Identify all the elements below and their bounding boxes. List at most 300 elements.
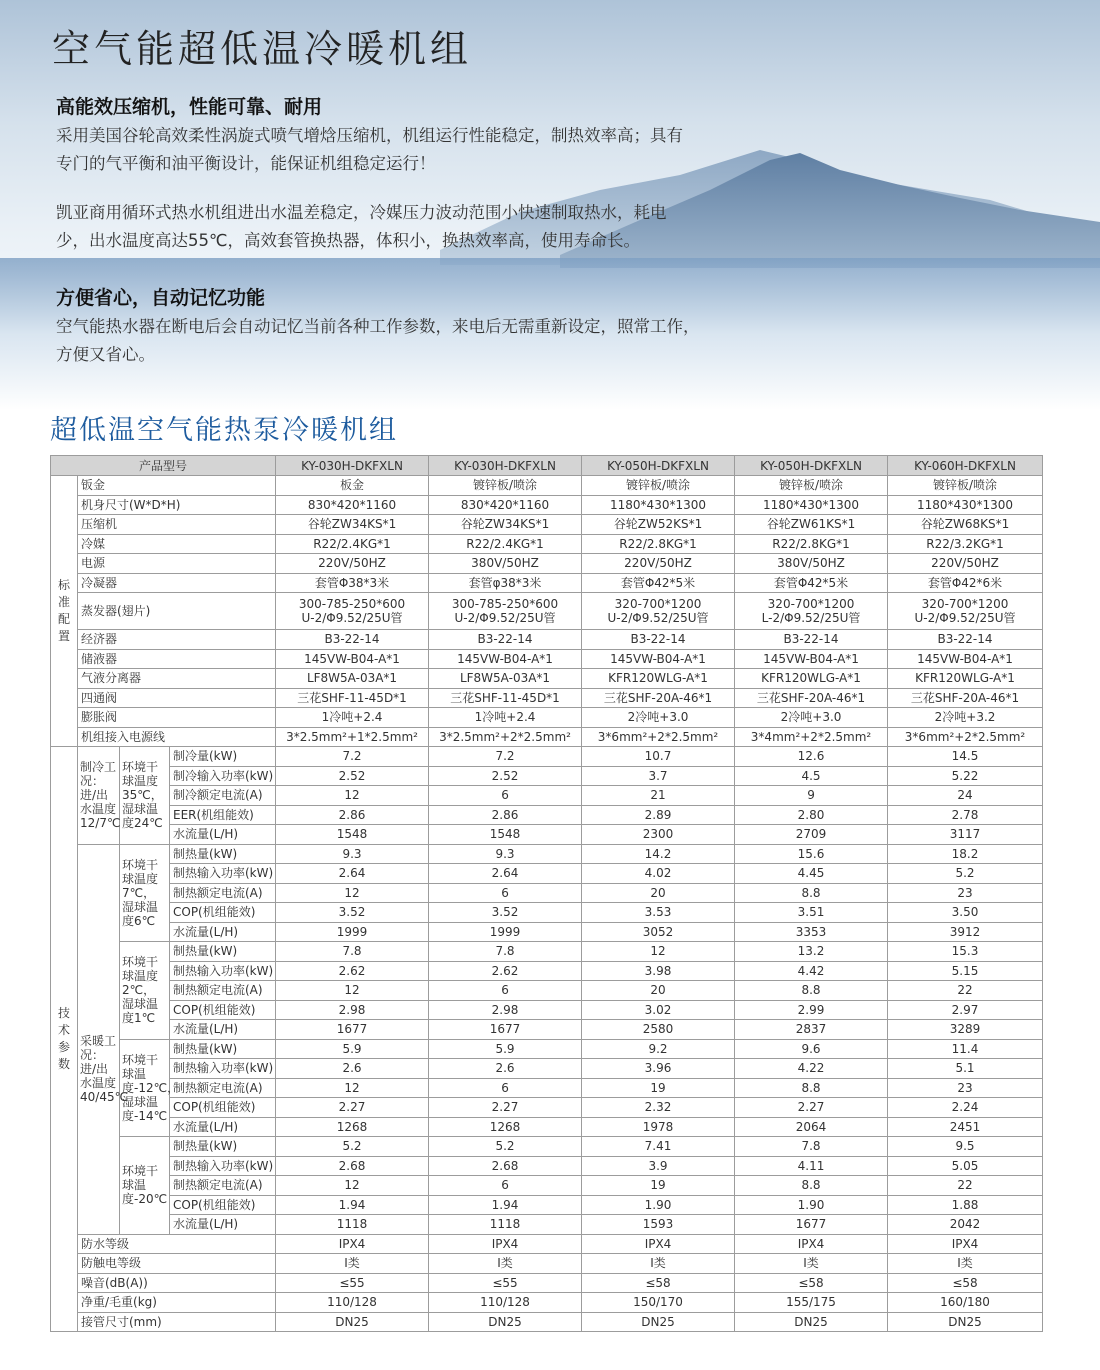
spec-value-cell: IPX4 (276, 1234, 429, 1254)
spec-value-cell: R22/3.2KG*1 (888, 534, 1043, 554)
spec-value-cell: 3.52 (429, 903, 582, 923)
table-row (51, 864, 1043, 884)
spec-value-cell: B3-22-14 (582, 630, 735, 650)
table-row (51, 593, 1043, 630)
spec-value-cell: 8.8 (735, 981, 888, 1001)
spec-value-cell: IPX4 (582, 1234, 735, 1254)
spec-row-label: 接管尺寸(mm) (78, 1312, 276, 1332)
spec-row-label: 制热量(kW) (170, 1039, 276, 1059)
spec-value-cell: 14.5 (888, 747, 1043, 767)
spec-row-label: 水流量(L/H) (170, 1215, 276, 1235)
spec-value-cell: 220V/50HZ (276, 554, 429, 574)
heating-ambient-condition: 环境干球温度-20℃ (120, 1137, 170, 1235)
table-row (51, 688, 1043, 708)
spec-value-cell: 21 (582, 786, 735, 806)
spec-value-cell: 1.90 (582, 1195, 735, 1215)
feature-line: 少，出水温度高达55℃，高效套管换热器，体积小，换热效率高，使用寿命长。 (56, 231, 641, 250)
table-row (51, 747, 1043, 767)
spec-value-cell: 1677 (735, 1215, 888, 1235)
spec-value-cell: LF8W5A-03A*1 (429, 669, 582, 689)
spec-row-label: 钣金 (78, 476, 276, 496)
spec-value-cell: 15.6 (735, 844, 888, 864)
spec-value-cell: 1冷吨+2.4 (276, 708, 429, 728)
table-row (51, 1156, 1043, 1176)
spec-value-cell: 2.98 (429, 1000, 582, 1020)
spec-value-cell: R22/2.4KG*1 (429, 534, 582, 554)
feature-title-memory: 方便省心，自动记忆功能 (56, 287, 266, 309)
feature-line: 专门的气平衡和油平衡设计，能保证机组稳定运行！ (56, 154, 436, 173)
spec-value-cell: 4.02 (582, 864, 735, 884)
spec-table-body (51, 476, 1043, 1332)
table-row (51, 515, 1043, 535)
spec-row-label: COP(机组能效) (170, 1098, 276, 1118)
model-header: KY-030H-DKFXLN (276, 456, 429, 476)
spec-value-cell: DN25 (888, 1312, 1043, 1332)
spec-value-cell: 2.27 (429, 1098, 582, 1118)
spec-value-cell: 三花SHF-11-45D*1 (429, 688, 582, 708)
spec-value-cell: 14.2 (582, 844, 735, 864)
spec-value-cell: 套管Φ42*5米 (735, 573, 888, 593)
spec-value-cell: 11.4 (888, 1039, 1043, 1059)
table-row (51, 981, 1043, 1001)
feature-text-circulation (56, 199, 667, 255)
spec-value-cell: I类 (888, 1254, 1043, 1274)
spec-value-cell: 150/170 (582, 1293, 735, 1313)
spec-row-label: 冷媒 (78, 534, 276, 554)
spec-row-label: 净重/毛重(kg) (78, 1293, 276, 1313)
spec-value-cell: 1.94 (429, 1195, 582, 1215)
spec-value-cell: 2冷吨+3.0 (735, 708, 888, 728)
feature-line: 采用美国谷轮高效柔性涡旋式喷气增焓压缩机，机组运行性能稳定，制热效率高；具有 (56, 126, 683, 145)
spec-row-label: 膨胀阀 (78, 708, 276, 728)
table-header-row (51, 456, 1043, 476)
spec-value-cell: 6 (429, 981, 582, 1001)
table-row (51, 766, 1043, 786)
spec-value-cell: 2042 (888, 1215, 1043, 1235)
heating-ambient-condition: 环境干球温度2℃，湿球温度1℃ (120, 942, 170, 1040)
spec-value-cell: 套管φ38*3米 (429, 573, 582, 593)
spec-value-cell: ≤58 (735, 1273, 888, 1293)
heating-ambient-condition: 环境干球温度7℃，湿球温度6℃ (120, 844, 170, 942)
spec-value-cell: 4.5 (735, 766, 888, 786)
spec-value-cell: KFR120WLG-A*1 (888, 669, 1043, 689)
spec-value-cell: 7.8 (429, 942, 582, 962)
table-title: 超低温空气能热泵冷暖机组 (50, 415, 398, 446)
spec-value-cell: 2.78 (888, 805, 1043, 825)
spec-value-cell: 6 (429, 786, 582, 806)
model-header: KY-050H-DKFXLN (735, 456, 888, 476)
spec-value-cell: 1118 (276, 1215, 429, 1235)
spec-value-cell: 2.97 (888, 1000, 1043, 1020)
spec-value-cell: 145VW-B04-A*1 (429, 649, 582, 669)
spec-value-cell: 15.3 (888, 942, 1043, 962)
table-row (51, 630, 1043, 650)
spec-value-cell: 2.99 (735, 1000, 888, 1020)
spec-table-container (50, 455, 1042, 1332)
spec-value-cell: 3.52 (276, 903, 429, 923)
spec-value-cell: 19 (582, 1176, 735, 1196)
feature-line: 方便又省心。 (56, 345, 155, 364)
spec-value-cell: I类 (582, 1254, 735, 1274)
spec-value-cell: 2.68 (276, 1156, 429, 1176)
feature-text-compressor (56, 122, 683, 178)
spec-value-cell: 4.45 (735, 864, 888, 884)
table-row (51, 1098, 1043, 1118)
spec-value-cell: 1677 (429, 1020, 582, 1040)
spec-value-cell: 2.64 (429, 864, 582, 884)
spec-row-label: 制热量(kW) (170, 1137, 276, 1157)
spec-value-cell: 3.98 (582, 961, 735, 981)
spec-value-cell: 三花SHF-20A-46*1 (888, 688, 1043, 708)
table-row (51, 1176, 1043, 1196)
spec-value-cell: 套管Φ42*6米 (888, 573, 1043, 593)
spec-value-cell: 三花SHF-11-45D*1 (276, 688, 429, 708)
spec-value-cell: 3.96 (582, 1059, 735, 1079)
spec-value-cell: 三花SHF-20A-46*1 (582, 688, 735, 708)
spec-row-label: 制热额定电流(A) (170, 1078, 276, 1098)
spec-value-cell: R22/2.4KG*1 (276, 534, 429, 554)
spec-value-cell: IPX4 (429, 1234, 582, 1254)
spec-value-cell: 3.02 (582, 1000, 735, 1020)
spec-value-cell: 3*6mm²+2*2.5mm² (582, 727, 735, 747)
spec-value-cell: 2.64 (276, 864, 429, 884)
spec-value-cell: DN25 (276, 1312, 429, 1332)
spec-row-label: 制热输入功率(kW) (170, 1059, 276, 1079)
spec-value-cell: 2451 (888, 1117, 1043, 1137)
spec-value-cell: 1999 (276, 922, 429, 942)
table-row (51, 825, 1043, 845)
table-row (51, 1273, 1043, 1293)
spec-value-cell: 145VW-B04-A*1 (582, 649, 735, 669)
table-row (51, 1254, 1043, 1274)
spec-value-cell: 5.15 (888, 961, 1043, 981)
spec-value-cell: 155/175 (735, 1293, 888, 1313)
spec-value-cell: 7.8 (276, 942, 429, 962)
spec-value-cell: 9 (735, 786, 888, 806)
spec-value-cell: 2.86 (276, 805, 429, 825)
spec-value-cell: 24 (888, 786, 1043, 806)
spec-value-cell: 3*2.5mm²+1*2.5mm² (276, 727, 429, 747)
feature-title-compressor: 高能效压缩机，性能可靠、耐用 (56, 96, 323, 118)
spec-value-cell: ≤58 (582, 1273, 735, 1293)
spec-value-cell: 12 (276, 883, 429, 903)
spec-value-cell: 5.2 (888, 864, 1043, 884)
group-label-technical: 技 术 参 数 (51, 747, 78, 1332)
spec-value-cell: 380V/50HZ (735, 554, 888, 574)
spec-value-cell: 2837 (735, 1020, 888, 1040)
spec-value-cell: 830*420*1160 (429, 495, 582, 515)
spec-value-cell: 1677 (276, 1020, 429, 1040)
spec-value-cell: IPX4 (735, 1234, 888, 1254)
spec-value-cell: 110/128 (276, 1293, 429, 1313)
spec-value-cell: 2.6 (276, 1059, 429, 1079)
spec-row-label: 水流量(L/H) (170, 1020, 276, 1040)
spec-value-cell: 1.90 (735, 1195, 888, 1215)
spec-value-cell: DN25 (582, 1312, 735, 1332)
spec-value-cell: ≤55 (276, 1273, 429, 1293)
spec-value-cell: 18.2 (888, 844, 1043, 864)
cooling-condition-label: 制冷工况：进/出水温度12/7℃ (78, 747, 120, 845)
spec-row-label: 电源 (78, 554, 276, 574)
spec-value-cell: 2.68 (429, 1156, 582, 1176)
spec-value-cell: ≤55 (429, 1273, 582, 1293)
table-row (51, 534, 1043, 554)
spec-value-cell: 1180*430*1300 (735, 495, 888, 515)
spec-value-cell: 8.8 (735, 883, 888, 903)
spec-value-cell: 1548 (429, 825, 582, 845)
spec-value-cell: 23 (888, 1078, 1043, 1098)
spec-value-cell: 7.2 (429, 747, 582, 767)
spec-value-cell: 镀锌板/喷涂 (429, 476, 582, 496)
spec-value-cell: 2.98 (276, 1000, 429, 1020)
spec-value-cell: 12.6 (735, 747, 888, 767)
model-header: KY-050H-DKFXLN (582, 456, 735, 476)
spec-row-label: 蒸发器(翅片) (78, 593, 276, 630)
spec-value-cell: 1593 (582, 1215, 735, 1235)
spec-row-label: COP(机组能效) (170, 903, 276, 923)
table-row (51, 573, 1043, 593)
spec-value-cell: 3.7 (582, 766, 735, 786)
spec-value-cell: 1268 (429, 1117, 582, 1137)
spec-value-cell: 1.88 (888, 1195, 1043, 1215)
spec-value-cell: 12 (276, 786, 429, 806)
spec-value-cell: 2.32 (582, 1098, 735, 1118)
spec-row-label: 制热量(kW) (170, 942, 276, 962)
spec-value-cell: 3117 (888, 825, 1043, 845)
table-row (51, 1117, 1043, 1137)
table-row (51, 649, 1043, 669)
spec-value-cell: R22/2.8KG*1 (735, 534, 888, 554)
table-row (51, 669, 1043, 689)
spec-value-cell: 2.52 (276, 766, 429, 786)
spec-row-label: 水流量(L/H) (170, 825, 276, 845)
spec-value-cell: IPX4 (888, 1234, 1043, 1254)
spec-row-label: EER(机组能效) (170, 805, 276, 825)
spec-value-cell: 套管Φ42*5米 (582, 573, 735, 593)
spec-value-cell: 220V/50HZ (888, 554, 1043, 574)
spec-value-cell: 5.9 (276, 1039, 429, 1059)
spec-value-cell: 1180*430*1300 (888, 495, 1043, 515)
table-row (51, 1215, 1043, 1235)
spec-row-label: 经济器 (78, 630, 276, 650)
spec-value-cell: 3353 (735, 922, 888, 942)
spec-value-cell: B3-22-14 (735, 630, 888, 650)
spec-value-cell: 4.42 (735, 961, 888, 981)
spec-row-label: 制热输入功率(kW) (170, 961, 276, 981)
spec-value-cell: 谷轮ZW61KS*1 (735, 515, 888, 535)
spec-value-cell: ≤58 (888, 1273, 1043, 1293)
model-header: KY-060H-DKFXLN (888, 456, 1043, 476)
spec-value-cell: 7.2 (276, 747, 429, 767)
spec-value-cell: 145VW-B04-A*1 (735, 649, 888, 669)
spec-value-cell: 2709 (735, 825, 888, 845)
spec-value-cell: I类 (429, 1254, 582, 1274)
spec-value-cell: I类 (276, 1254, 429, 1274)
spec-value-cell: 4.11 (735, 1156, 888, 1176)
table-row (51, 786, 1043, 806)
spec-value-cell: 145VW-B04-A*1 (888, 649, 1043, 669)
table-row (51, 922, 1043, 942)
spec-value-cell: 3912 (888, 922, 1043, 942)
spec-value-cell: 9.6 (735, 1039, 888, 1059)
spec-value-cell: 830*420*1160 (276, 495, 429, 515)
spec-value-cell: 3.53 (582, 903, 735, 923)
spec-row-label: COP(机组能效) (170, 1000, 276, 1020)
table-row (51, 1039, 1043, 1059)
spec-value-cell: 160/180 (888, 1293, 1043, 1313)
spec-value-cell: 2.24 (888, 1098, 1043, 1118)
spec-value-cell: 7.41 (582, 1137, 735, 1157)
spec-row-label: 制冷输入功率(kW) (170, 766, 276, 786)
spec-value-cell: 3289 (888, 1020, 1043, 1040)
table-row (51, 883, 1043, 903)
spec-value-cell: 320-700*1200 U-2/Φ9.52/25U管 (582, 593, 735, 630)
spec-value-cell: 3.9 (582, 1156, 735, 1176)
spec-value-cell: 1268 (276, 1117, 429, 1137)
spec-value-cell: 2.62 (429, 961, 582, 981)
spec-value-cell: 9.3 (276, 844, 429, 864)
cooling-ambient-condition: 环境干球温度35℃，湿球温度24℃ (120, 747, 170, 845)
spec-value-cell: 2.6 (429, 1059, 582, 1079)
spec-row-label: 储液器 (78, 649, 276, 669)
spec-value-cell: 1冷吨+2.4 (429, 708, 582, 728)
spec-row-label: 制热额定电流(A) (170, 883, 276, 903)
spec-value-cell: 12 (582, 942, 735, 962)
table-row (51, 1195, 1043, 1215)
spec-value-cell: 1999 (429, 922, 582, 942)
spec-value-cell: 2.80 (735, 805, 888, 825)
table-row (51, 1059, 1043, 1079)
spec-value-cell: 3.51 (735, 903, 888, 923)
spec-row-label: 制热额定电流(A) (170, 1176, 276, 1196)
spec-row-label: 制冷额定电流(A) (170, 786, 276, 806)
spec-value-cell: 8.8 (735, 1176, 888, 1196)
spec-value-cell: 6 (429, 883, 582, 903)
spec-value-cell: 5.05 (888, 1156, 1043, 1176)
spec-value-cell: 10.7 (582, 747, 735, 767)
spec-row-label: 制热输入功率(kW) (170, 864, 276, 884)
spec-value-cell: 2冷吨+3.0 (582, 708, 735, 728)
table-row (51, 554, 1043, 574)
spec-row-label: 四通阀 (78, 688, 276, 708)
spec-value-cell: 1.94 (276, 1195, 429, 1215)
table-row (51, 844, 1043, 864)
spec-value-cell: 220V/50HZ (582, 554, 735, 574)
spec-value-cell: 3*6mm²+2*2.5mm² (888, 727, 1043, 747)
spec-value-cell: LF8W5A-03A*1 (276, 669, 429, 689)
table-row (51, 961, 1043, 981)
spec-row-label: 制冷量(kW) (170, 747, 276, 767)
spec-row-label: 机身尺寸(W*D*H) (78, 495, 276, 515)
spec-value-cell: 300-785-250*600 U-2/Φ9.52/25U管 (276, 593, 429, 630)
table-row (51, 903, 1043, 923)
spec-value-cell: 2064 (735, 1117, 888, 1137)
spec-value-cell: 22 (888, 1176, 1043, 1196)
spec-value-cell: 110/128 (429, 1293, 582, 1313)
spec-value-cell: 12 (276, 981, 429, 1001)
spec-row-label: 防水等级 (78, 1234, 276, 1254)
table-row (51, 1312, 1043, 1332)
spec-row-label: 机组接入电源线 (78, 727, 276, 747)
heating-ambient-condition: 环境干球温度-12℃，湿球温度-14℃ (120, 1039, 170, 1137)
spec-row-label: 水流量(L/H) (170, 922, 276, 942)
spec-value-cell: 9.2 (582, 1039, 735, 1059)
table-row (51, 805, 1043, 825)
spec-value-cell: 1118 (429, 1215, 582, 1235)
spec-value-cell: 19 (582, 1078, 735, 1098)
spec-value-cell: 8.8 (735, 1078, 888, 1098)
spec-value-cell: 谷轮ZW68KS*1 (888, 515, 1043, 535)
spec-value-cell: KFR120WLG-A*1 (735, 669, 888, 689)
spec-value-cell: 2.27 (276, 1098, 429, 1118)
model-header: KY-030H-DKFXLN (429, 456, 582, 476)
spec-value-cell: 1548 (276, 825, 429, 845)
spec-value-cell: B3-22-14 (429, 630, 582, 650)
feature-text-memory (56, 313, 700, 369)
spec-value-cell: 板金 (276, 476, 429, 496)
spec-value-cell: 5.22 (888, 766, 1043, 786)
group-label-standard: 标 准 配 置 (51, 476, 78, 747)
spec-value-cell: 2.62 (276, 961, 429, 981)
spec-value-cell: 谷轮ZW52KS*1 (582, 515, 735, 535)
spec-value-cell: 2.86 (429, 805, 582, 825)
heating-condition-label: 采暖工况：进/出水温度40/45℃ (78, 844, 120, 1234)
spec-value-cell: 145VW-B04-A*1 (276, 649, 429, 669)
table-row (51, 727, 1043, 747)
spec-row-label: 水流量(L/H) (170, 1117, 276, 1137)
spec-value-cell: 3.50 (888, 903, 1043, 923)
table-row (51, 942, 1043, 962)
spec-value-cell: 三花SHF-20A-46*1 (735, 688, 888, 708)
spec-value-cell: 1978 (582, 1117, 735, 1137)
spec-value-cell: 20 (582, 981, 735, 1001)
spec-value-cell: 1180*430*1300 (582, 495, 735, 515)
spec-value-cell: 6 (429, 1078, 582, 1098)
spec-value-cell: 6 (429, 1176, 582, 1196)
spec-value-cell: 镀锌板/喷涂 (888, 476, 1043, 496)
spec-value-cell: 2冷吨+3.2 (888, 708, 1043, 728)
table-row (51, 495, 1043, 515)
spec-value-cell: 3*2.5mm²+2*2.5mm² (429, 727, 582, 747)
feature-line: 空气能热水器在断电后会自动记忆当前各种工作参数，来电后无需重新设定，照常工作， (56, 317, 700, 336)
table-row (51, 1234, 1043, 1254)
spec-value-cell: 2.52 (429, 766, 582, 786)
spec-value-cell: 13.2 (735, 942, 888, 962)
feature-line: 凯亚商用循环式热水机组进出水温差稳定，冷媒压力波动范围小快速制取热水，耗电 (56, 203, 667, 222)
spec-value-cell: 320-700*1200 U-2/Φ9.52/25U管 (888, 593, 1043, 630)
spec-value-cell: DN25 (429, 1312, 582, 1332)
spec-value-cell: 谷轮ZW34KS*1 (429, 515, 582, 535)
spec-value-cell: 5.2 (429, 1137, 582, 1157)
spec-value-cell: 2.27 (735, 1098, 888, 1118)
header-label: 产品型号 (51, 456, 276, 476)
spec-row-label: 制热额定电流(A) (170, 981, 276, 1001)
spec-value-cell: 320-700*1200 L-2/Φ9.52/25U管 (735, 593, 888, 630)
spec-value-cell: 20 (582, 883, 735, 903)
spec-value-cell: 套管Φ38*3米 (276, 573, 429, 593)
spec-value-cell: 5.9 (429, 1039, 582, 1059)
table-row (51, 476, 1043, 496)
spec-value-cell: 4.22 (735, 1059, 888, 1079)
spec-row-label: 防触电等级 (78, 1254, 276, 1274)
spec-row-label: COP(机组能效) (170, 1195, 276, 1215)
spec-value-cell: 7.8 (735, 1137, 888, 1157)
spec-table (50, 455, 1043, 1332)
table-row (51, 1020, 1043, 1040)
spec-value-cell: 23 (888, 883, 1043, 903)
spec-value-cell: 2300 (582, 825, 735, 845)
spec-value-cell: 3052 (582, 922, 735, 942)
